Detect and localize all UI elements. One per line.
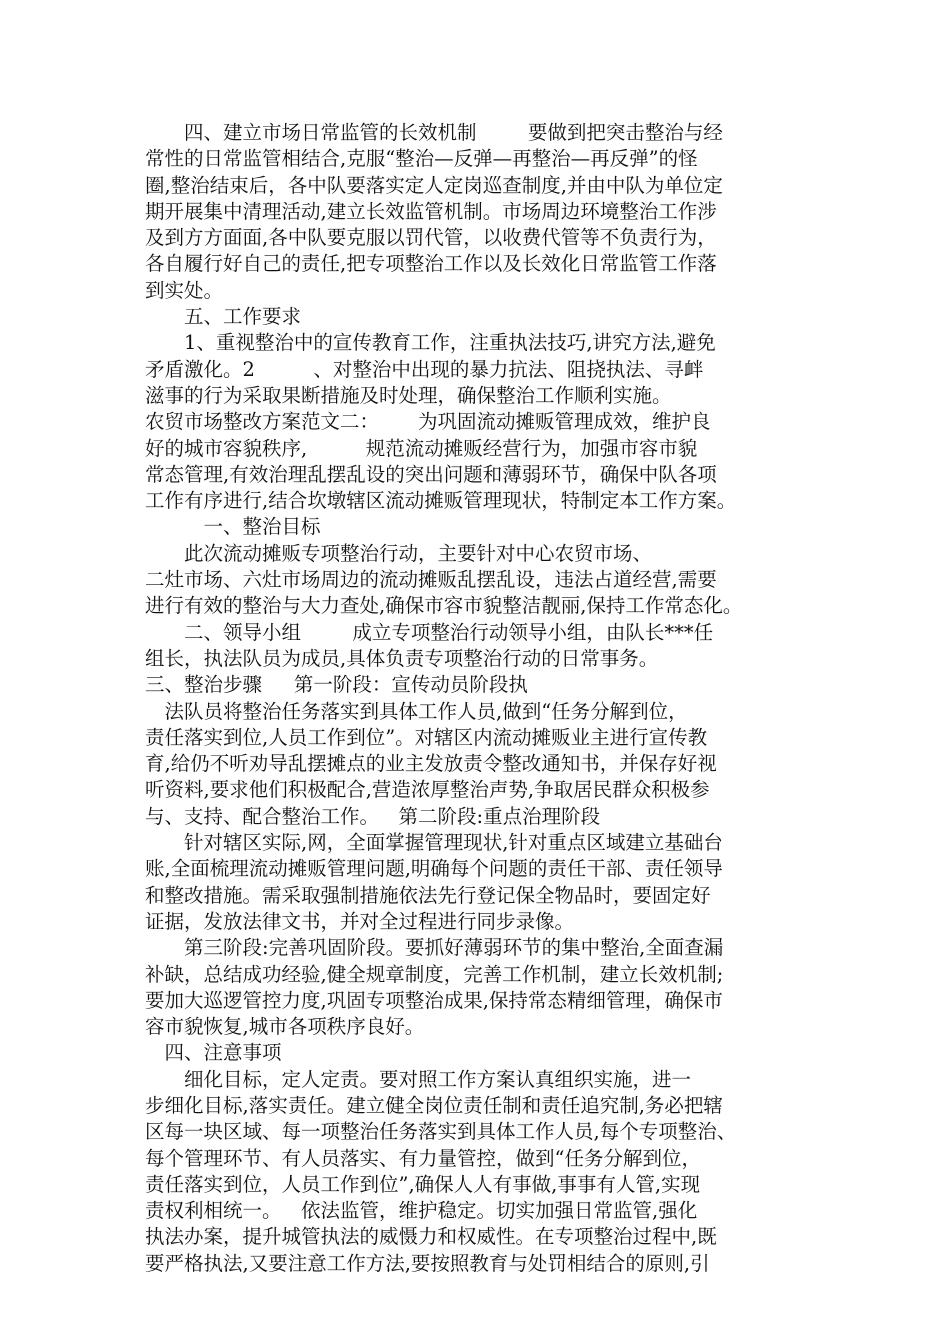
document-body: [145, 120, 825, 1277]
text-line: 针对辖区实际,网，全面掌握管理现状,针对重点区域建立基础台: [145, 831, 723, 855]
section-heading: ￼ 四、注意事项: [145, 1041, 282, 1065]
text-line: 要加大巡逻管控力度,巩固专项整治成果,保持常态精细管理，确保市: [145, 988, 723, 1012]
text-line: 圈,整治结束后，各中队要落实定人定岗巡查制度,并由中队为单位定: [145, 173, 723, 197]
text-line: 1、重视整治中的宣传教育工作，注重执法技巧,讲究方法,避免: [145, 331, 716, 355]
text-line: 每个管理环节、有人员落实、有力量管控，做到“任务分解到位，: [145, 1146, 701, 1170]
text-line: 常态管理,有效治理乱摆乱设的突出问题和薄弱环节，确保中队各项: [145, 462, 717, 486]
text-line: 第三阶段:完善巩固阶段。要抓好薄弱环节的集中整治,全面查漏: [145, 936, 724, 960]
text-line: 农贸市场整改方案范文二：￼ 为巩固流动摊贩管理成效，维护良: [145, 410, 711, 434]
text-line: ￼ 此次流动摊贩专项整治行动，主要针对中心农贸市场、￼: [145, 541, 653, 565]
text-line: 和整改措施。需采取强制措施依法先行登记保全物品时，要固定好: [145, 883, 711, 907]
text-line: 执法办案，提升城管执法的威慑力和权威性。在专项整治过程中,既: [145, 1225, 717, 1249]
text-line: 区每一块区域、每一项整治任务落实到具体工作人员,每个专项整治、: [145, 1120, 737, 1144]
text-line: 矛盾激化。2 ￼、对整治中出现的暴力抗法、阻挠执法、寻衅: [145, 357, 704, 381]
text-line: 工作有序进行,结合坎墩辖区流动摊贩管理现状，特制定本工作方案。: [145, 489, 737, 513]
text-line: ￼ 法队员将整治任务落实到具体工作人员,做到“任务分解到位，: [145, 699, 688, 723]
section-heading: ￼ 一、整治目标: [145, 515, 321, 539]
text-line: 期开展集中清理活动,建立长效监管机制。市场周边环境整治工作涉: [145, 199, 717, 223]
section-heading: ￼ 五、工作要求: [145, 305, 302, 329]
text-line: 组长，执法队员为成员,具体负责专项整治行动的日常事务。￼: [145, 646, 659, 670]
text-line: 要严格执法,又要注意工作方法,要按照教育与处罚相结合的原则,引: [145, 1251, 710, 1275]
text-line: 各自履行好自己的责任,把专项整治工作以及长效化日常监管工作落: [145, 252, 717, 276]
text-line: 滋事的行为采取果断措施及时处理，确保整治工作顺利实施。￼: [145, 383, 672, 407]
text-line: 容市貌恢复,城市各项秩序良好。: [145, 1015, 425, 1039]
text-line: ￼ 细化目标，定人定责。要对照工作方案认真组织实施，进一: [145, 1067, 692, 1091]
text-line: 四、建立市场日常监管的长效机制 ￼ 要做到把突击整治与经: [145, 121, 723, 144]
text-line: 责任落实到位，人员工作到位”,确保人人有事做,事事有人管,实现: [145, 1172, 701, 1196]
text-line: ￼ 二、领导小组 ￼ 成立专项整治行动领导小组，由队长***任: [145, 620, 714, 644]
text-line: 到实处。: [145, 278, 224, 302]
text-line: 及到方方面面,各中队要克服以罚代管，以收费代管等不负责行为，: [145, 226, 717, 250]
text-line: 补缺，总结成功经验,健全规章制度，完善工作机制，建立长效机制;: [145, 962, 724, 986]
text-line: 二灶市场、六灶市场周边的流动摊贩乱摆乱设，违法占道经营,需要: [145, 568, 717, 592]
text-line: 责权利相统一。￼ 依法监管，维护稳定。切实加强日常监管,强化: [145, 1199, 698, 1223]
text-line: 责任落实到位,人员工作到位”。对辖区内流动摊贩业主进行宣传教: [145, 725, 708, 749]
text-line: 进行有效的整治与大力查处,确保市容市貌整洁靓丽,保持工作常态化。: [145, 594, 743, 618]
text-line: 好的城市容貌秩序,￼ 规范流动摊贩经营行为，加强市容市貌: [145, 436, 698, 460]
text-line: 育,给仍不听劝导乱摆摊点的业主发放责令整改通知书，并保存好视: [145, 752, 717, 776]
text-line: 与、支持、配合整治工作。￼ 第二阶段:重点治理阶段: [145, 804, 601, 828]
text-line: 步细化目标,落实责任。建立健全岗位责任制和责任追究制,务必把辖: [145, 1093, 723, 1117]
text-line: 三、整治步骤 ￼ 第一阶段：宣传动员阶段执: [145, 673, 528, 697]
text-line: 常性的日常监管相结合,克服“整治—反弹—再整治—再反弹”的怪: [145, 147, 698, 171]
text-line: 账,全面梳理流动摊贩管理问题,明确每个问题的责任干部、责任领导: [145, 857, 723, 881]
text-line: 证据，发放法律文书，并对全过程进行同步录像。: [145, 909, 575, 933]
text-line: 听资料,要求他们积极配合,营造浓厚整治声势,争取居民群众积极参: [145, 778, 710, 802]
